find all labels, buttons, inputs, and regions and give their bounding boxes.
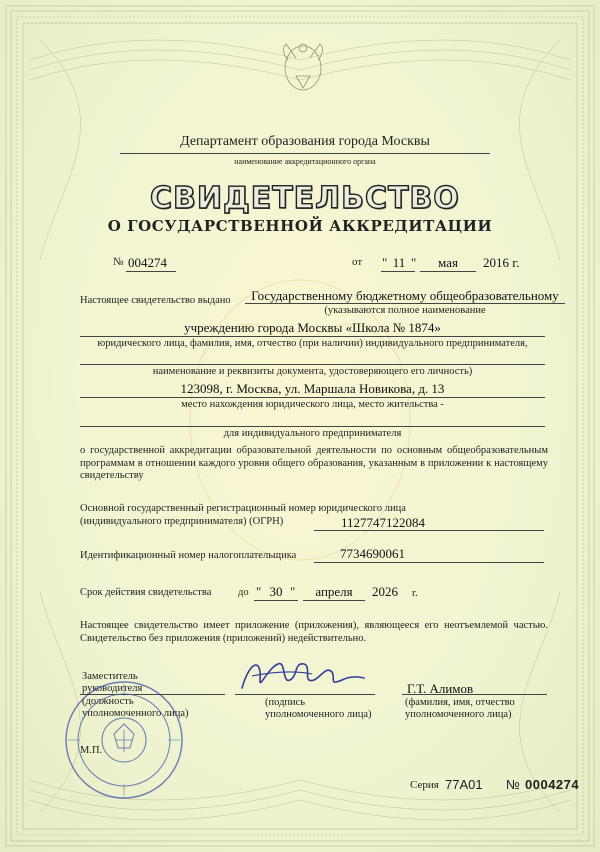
number-label: № (113, 256, 124, 268)
issued-caption3: наименование и реквизиты документа, удостоверяющего его личность) (152, 366, 473, 377)
inn-value: 7734690061 (340, 546, 405, 561)
issued-name-line1: Государственному бюджетному общеобразовательному (251, 288, 559, 303)
ogrn-label-line2: (индивидуального предпринимателя) (ОГРН) (80, 516, 284, 527)
validity-label: Срок действия свидетельства (80, 587, 212, 598)
sign-caption1: (подпись (265, 697, 306, 708)
purpose-text: о государственной аккредитации образовательной деятельности по основным общеобразовательным программам в отношении каждого уровня общего образования, указанным в приложении к настоящему свидетельству (80, 445, 548, 482)
signatory-name: Г.Т. Алимов (407, 681, 474, 696)
issued-name-line2: учреждению города Москвы «Школа № 1874» (184, 320, 441, 335)
certificate-number: 004274 (128, 255, 167, 270)
series-label: Серия (410, 779, 439, 791)
appendix-text: Настоящее свидетельство имеет приложение (приложения), являющееся его неотъемлемой частью. Свидетельство без приложения (приложений) недействительно. (80, 620, 548, 644)
sign-caption2: уполномоченного лица) (265, 709, 372, 720)
certificate-subtitle: О ГОСУДАРСТВЕННОЙ АККРЕДИТАЦИИ (107, 217, 493, 235)
ogrn-value: 1127747122084 (341, 515, 426, 530)
validity-to-label: до (238, 587, 249, 598)
number-underline (126, 271, 176, 272)
authority-name: Департамент образования города Москвы (180, 134, 430, 149)
official-seal-stamp (62, 678, 186, 802)
issued-caption1: (указываются полное наименование (324, 305, 486, 316)
validity-year: 2026 (372, 584, 398, 599)
certificate-title: СВИДЕТЕЛЬСТВО (150, 181, 460, 216)
date-from-label: от (352, 256, 363, 268)
seal-mark-label: М.П. (80, 745, 103, 756)
position-caption2: уполномоченного лица) (82, 708, 189, 719)
certificate-page: Департамент образования города Москвы наименование аккредитационного органа СВИДЕТЕЛЬСТВО О ГОСУДАРСТВЕННОЙ АККРЕДИТАЦИИ № 004274 от " 11 " мая 2016 г. Настоящее свидетельство выдано Государственному бюджетному общеобразовательному (указываются полное наименование учреждению города Москвы «Школа № 1874» юридического лица, фамилия, имя, отчество (при наличии) индивидуального предпринимателя, наименование и реквизиты документа, удостоверяющего его личность) 123098, г. Москва, ул. Маршала Новикова, д. 13 место нахождения юридического лица, место жительства - для индивидуального предпринимателя о государственной аккредитации образовательной деятельности по основным общеобразовательным программам в отношении каждого уровня общего образования, указанным в приложении к настоящему свидетельству Основной государственный регистрационный номер юридического лица (индивидуального предпринимателя) (ОГРН) 1127747122084 Идентификационный номер налогоплательщика 7734690061 Срок действия свидетельства до " 30 " апреля 2026 г. Настоящее свидетельство имеет приложение (приложения), являющееся его неотъемлемой частью. Свидетельство без приложения (приложений) недействительно. Заместитель руководителя (должность уполномоченного лица) (подпись уполномоченного лица) Г.Т. Алимов (фамилия, имя, отчество уполномоченного лица) М.П. Серия 77А01 № 0004274 (0, 0, 600, 852)
issue-year: 2016 г. (483, 255, 520, 270)
position-line2: руководителя (82, 683, 143, 694)
name-caption1: (фамилия, имя, отчество (405, 697, 515, 708)
series-number: 0004274 (525, 777, 580, 792)
validity-year-suffix: г. (412, 588, 418, 599)
issued-caption2: юридического лица, фамилия, имя, отчество (при наличии) индивидуального предпринимателя, (97, 338, 528, 349)
position-line1: Заместитель (82, 671, 138, 682)
issued-caption5: для индивидуального предпринимателя (223, 428, 402, 439)
coat-of-arms-emblem (283, 44, 322, 90)
handwritten-signature (232, 650, 372, 700)
name-caption2: уполномоченного лица) (405, 709, 512, 720)
series-code: 77А01 (445, 777, 483, 792)
issued-address: 123098, г. Москва, ул. Маршала Новикова, д. 13 (180, 381, 445, 396)
issue-day: 11 (392, 255, 406, 270)
series-number-label: № (506, 777, 520, 792)
issue-month: мая (438, 255, 458, 270)
issued-label: Настоящее свидетельство выдано (80, 295, 231, 306)
validity-day: 30 (269, 584, 283, 599)
issued-caption4: место нахождения юридического лица, место жительства - (181, 399, 444, 410)
validity-month: апреля (315, 584, 353, 599)
ogrn-label-line1: Основной государственный регистрационный номер юридического лица (80, 503, 406, 514)
authority-caption: наименование аккредитационного органа (234, 157, 376, 166)
authority-underline (120, 153, 490, 154)
position-caption1: (должность (82, 696, 134, 707)
inn-label: Идентификационный номер налогоплательщика (80, 550, 297, 561)
